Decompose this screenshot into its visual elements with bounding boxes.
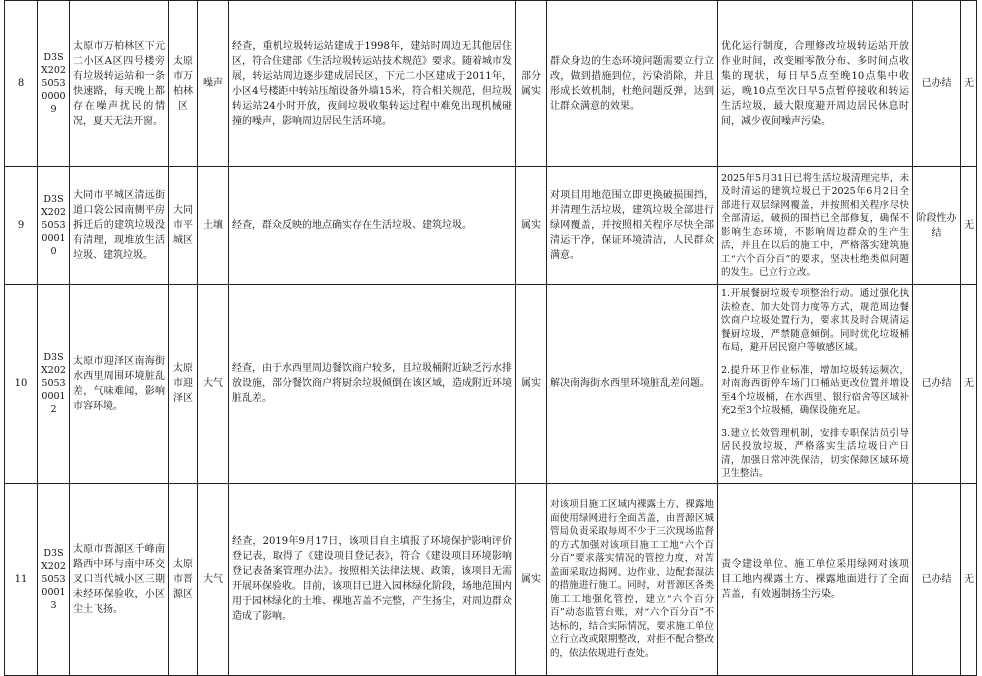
district: 太原市迎泽区 — [169, 285, 198, 484]
note: 无 — [961, 167, 977, 285]
rectification-goal: 对项目用地范围立即更换破损围挡，并清理生活垃圾，建筑垃圾全部进行绿网覆盖，并按照相关程序尽快全部清运干净，保证环境清洁，人民群众满意。 — [547, 167, 718, 285]
rectification-measures — [718, 1, 913, 167]
investigation-finding: 经查，群众反映的地点确实存在生活垃圾、建筑垃圾。 — [229, 167, 516, 285]
complaint-content: 太原市迎泽区南海街水西里周围环境脏乱差，气味难闻，影响市容环境。 — [70, 285, 169, 484]
complaint-content: 太原市万柏林区下元二小区A区四号楼旁有垃圾转运站和一条快速路，每天晚上都存在噪声扰民的情况，夏天无法开窗。 — [70, 1, 169, 167]
verdict: 部分属实 — [516, 1, 547, 167]
district: 大同市平城区 — [169, 167, 198, 285]
pollution-category: 大气 — [198, 483, 229, 675]
row-number: 10 — [5, 285, 38, 484]
row-number: 9 — [5, 167, 38, 285]
rectification-measures — [718, 285, 913, 484]
measure-paragraph: 2025年5月31日已将生活垃圾清理完毕，未及时清运的建筑垃圾已于2025年6月2日全部进行双层绿网覆盖，并按照相关程序尽快全部清运，破损的围挡已全部修复，确保不影响生态环境，不影响周边群众的生产生活，并且在以后的施工中，严格落实建筑施工“六个百分百”的要求，坚决杜绝类似问题的发生。已立行立改。 — [721, 172, 909, 278]
complaint-table — [4, 0, 977, 676]
pollution-category: 噪声 — [198, 1, 229, 167]
measure-paragraph: 优化运行制度，合理修改垃圾转运站开放作业时间，改变厢零散分布、多时间点收集的现状，每日早5点至晚10点集中收运，晚10点至次日早5点暂停接收和转运生活垃圾，最大限度避开周边居民休息时间，减少夜间噪声污染。 — [721, 40, 909, 127]
measure-paragraph: 2.提升环卫作业标准，增加垃圾转运频次，对南海西街停车场门口桶站更改位置并增设至4个垃圾桶，在水西里、银行宿舍等区域补充2至3个垃圾桶，确保设施充足。 — [721, 364, 909, 416]
status: 已办结 — [913, 1, 961, 167]
rectification-measures — [718, 483, 913, 675]
status: 已办结 — [913, 483, 961, 675]
verdict: 属实 — [516, 483, 547, 675]
status: 已办结 — [913, 285, 961, 484]
table-row — [5, 483, 977, 675]
measure-paragraph: 3.建立长效管理机制，安排专职保洁员引导居民投放垃圾，严格落实生活垃圾日产日清，加强日常冲洗保洁，切实保障区域环境卫生整洁。 — [721, 427, 909, 479]
rectification-goal: 解决南海街水西里环境脏乱差问题。 — [547, 285, 718, 484]
row-number: 8 — [5, 1, 38, 167]
investigation-finding: 经查，2019年9月17日，该项目自主填报了环境保护影响评价登记表，取得了《建设项目登记表》，符合《建设项目环境影响登记表备案管理办法》。按照相关法律法规、政策，该项目无需开展环保验收。目前，该项目已进入园林绿化阶段，场地范围内用于园林绿化的土堆、裸地苫盖不完整，产生扬尘，对周边群众造成了影响。 — [229, 483, 516, 675]
case-code: D3SX202505300013 — [38, 483, 70, 675]
table-row — [5, 167, 977, 285]
investigation-finding: 经查，由于水西里周边餐饮商户较多，且垃圾桶附近缺乏污水排放设施，部分餐饮商户将厨余垃圾倾倒在该区域，造成附近环境脏乱差。 — [229, 285, 516, 484]
district: 太原市晋源区 — [169, 483, 198, 675]
note: 无 — [961, 483, 977, 675]
row-number: 11 — [5, 483, 38, 675]
case-code: D3SX202505300012 — [38, 285, 70, 484]
complaint-content: 太原市晋源区千峰南路西中环与南中环交叉口当代城小区三期未经环保验收，小区尘土飞扬。 — [70, 483, 169, 675]
verdict: 属实 — [516, 167, 547, 285]
status: 阶段性办结 — [913, 167, 961, 285]
investigation-finding: 经查，重机垃圾转运站建成于1998年，建站时周边无其他居住区，符合住建部《生活垃圾转运站技术规范》要求。随着城市发展，转运站周边逐步建成居民区，下元二小区建成于2011年，小区4号楼距中转站压缩设备外墙15米，符合相关规范，但垃圾转运站24小时开放，夜间垃圾收集转运过程中难免出现机械碰撞的噪声，影响周边居民生活环境。 — [229, 1, 516, 167]
measure-paragraph: 责令建设单位、施工单位采用绿网对该项目工地内裸露土方、裸露地面进行了全面苫盖，有效遏制扬尘污染。 — [721, 558, 909, 600]
pollution-category: 土壤 — [198, 167, 229, 285]
case-code: D3SX202505300009 — [38, 1, 70, 167]
rectification-goal: 群众身边的生态环境问题需要立行立改，做到措施到位，污染消除，并且形成长效机制，杜绝问题反弹，达到让群众满意的效果。 — [547, 1, 718, 167]
rectification-goal: 对该项目施工区域内裸露土方、裸露地面使用绿网进行全面苫盖，由晋源区城管局负责采取每周不少于三次现场监督的方式加强对该项目施工工地“六个百分百”要求落实情况的管控力度，对苫盖面采取边揭网、边作业、边配套湿法的措施进行施工。同时，对晋源区各类施工工地强化管控，建立“六个百分百”动态监管台账，对“六个百分百”不达标的，结合实际情况，要求施工单位立行立改或限期整改，对拒不配合整改的，依法依规进行查处。 — [547, 483, 718, 675]
rectification-measures — [718, 167, 913, 285]
district: 太原市万柏林区 — [169, 1, 198, 167]
measure-paragraph: 1.开展餐厨垃圾专项整治行动。通过强化执法检查、加大处罚力度等方式，规范周边餐饮商户垃圾处置行为，要求其及时合规清运餐厨垃圾，严禁随意倾倒。同时优化垃圾桶布局，避开居民窗户等敏感区域。 — [721, 288, 909, 353]
table-row — [5, 285, 977, 484]
complaint-content: 大同市平城区清远街道口袋公园南侧平房拆迁后的建筑垃圾没有清理，现堆放生活垃圾、建筑垃圾。 — [70, 167, 169, 285]
pollution-category: 大气 — [198, 285, 229, 484]
verdict: 属实 — [516, 285, 547, 484]
case-code: D3SX202505300010 — [38, 167, 70, 285]
note: 无 — [961, 285, 977, 484]
note: 无 — [961, 1, 977, 167]
table-row — [5, 1, 977, 167]
